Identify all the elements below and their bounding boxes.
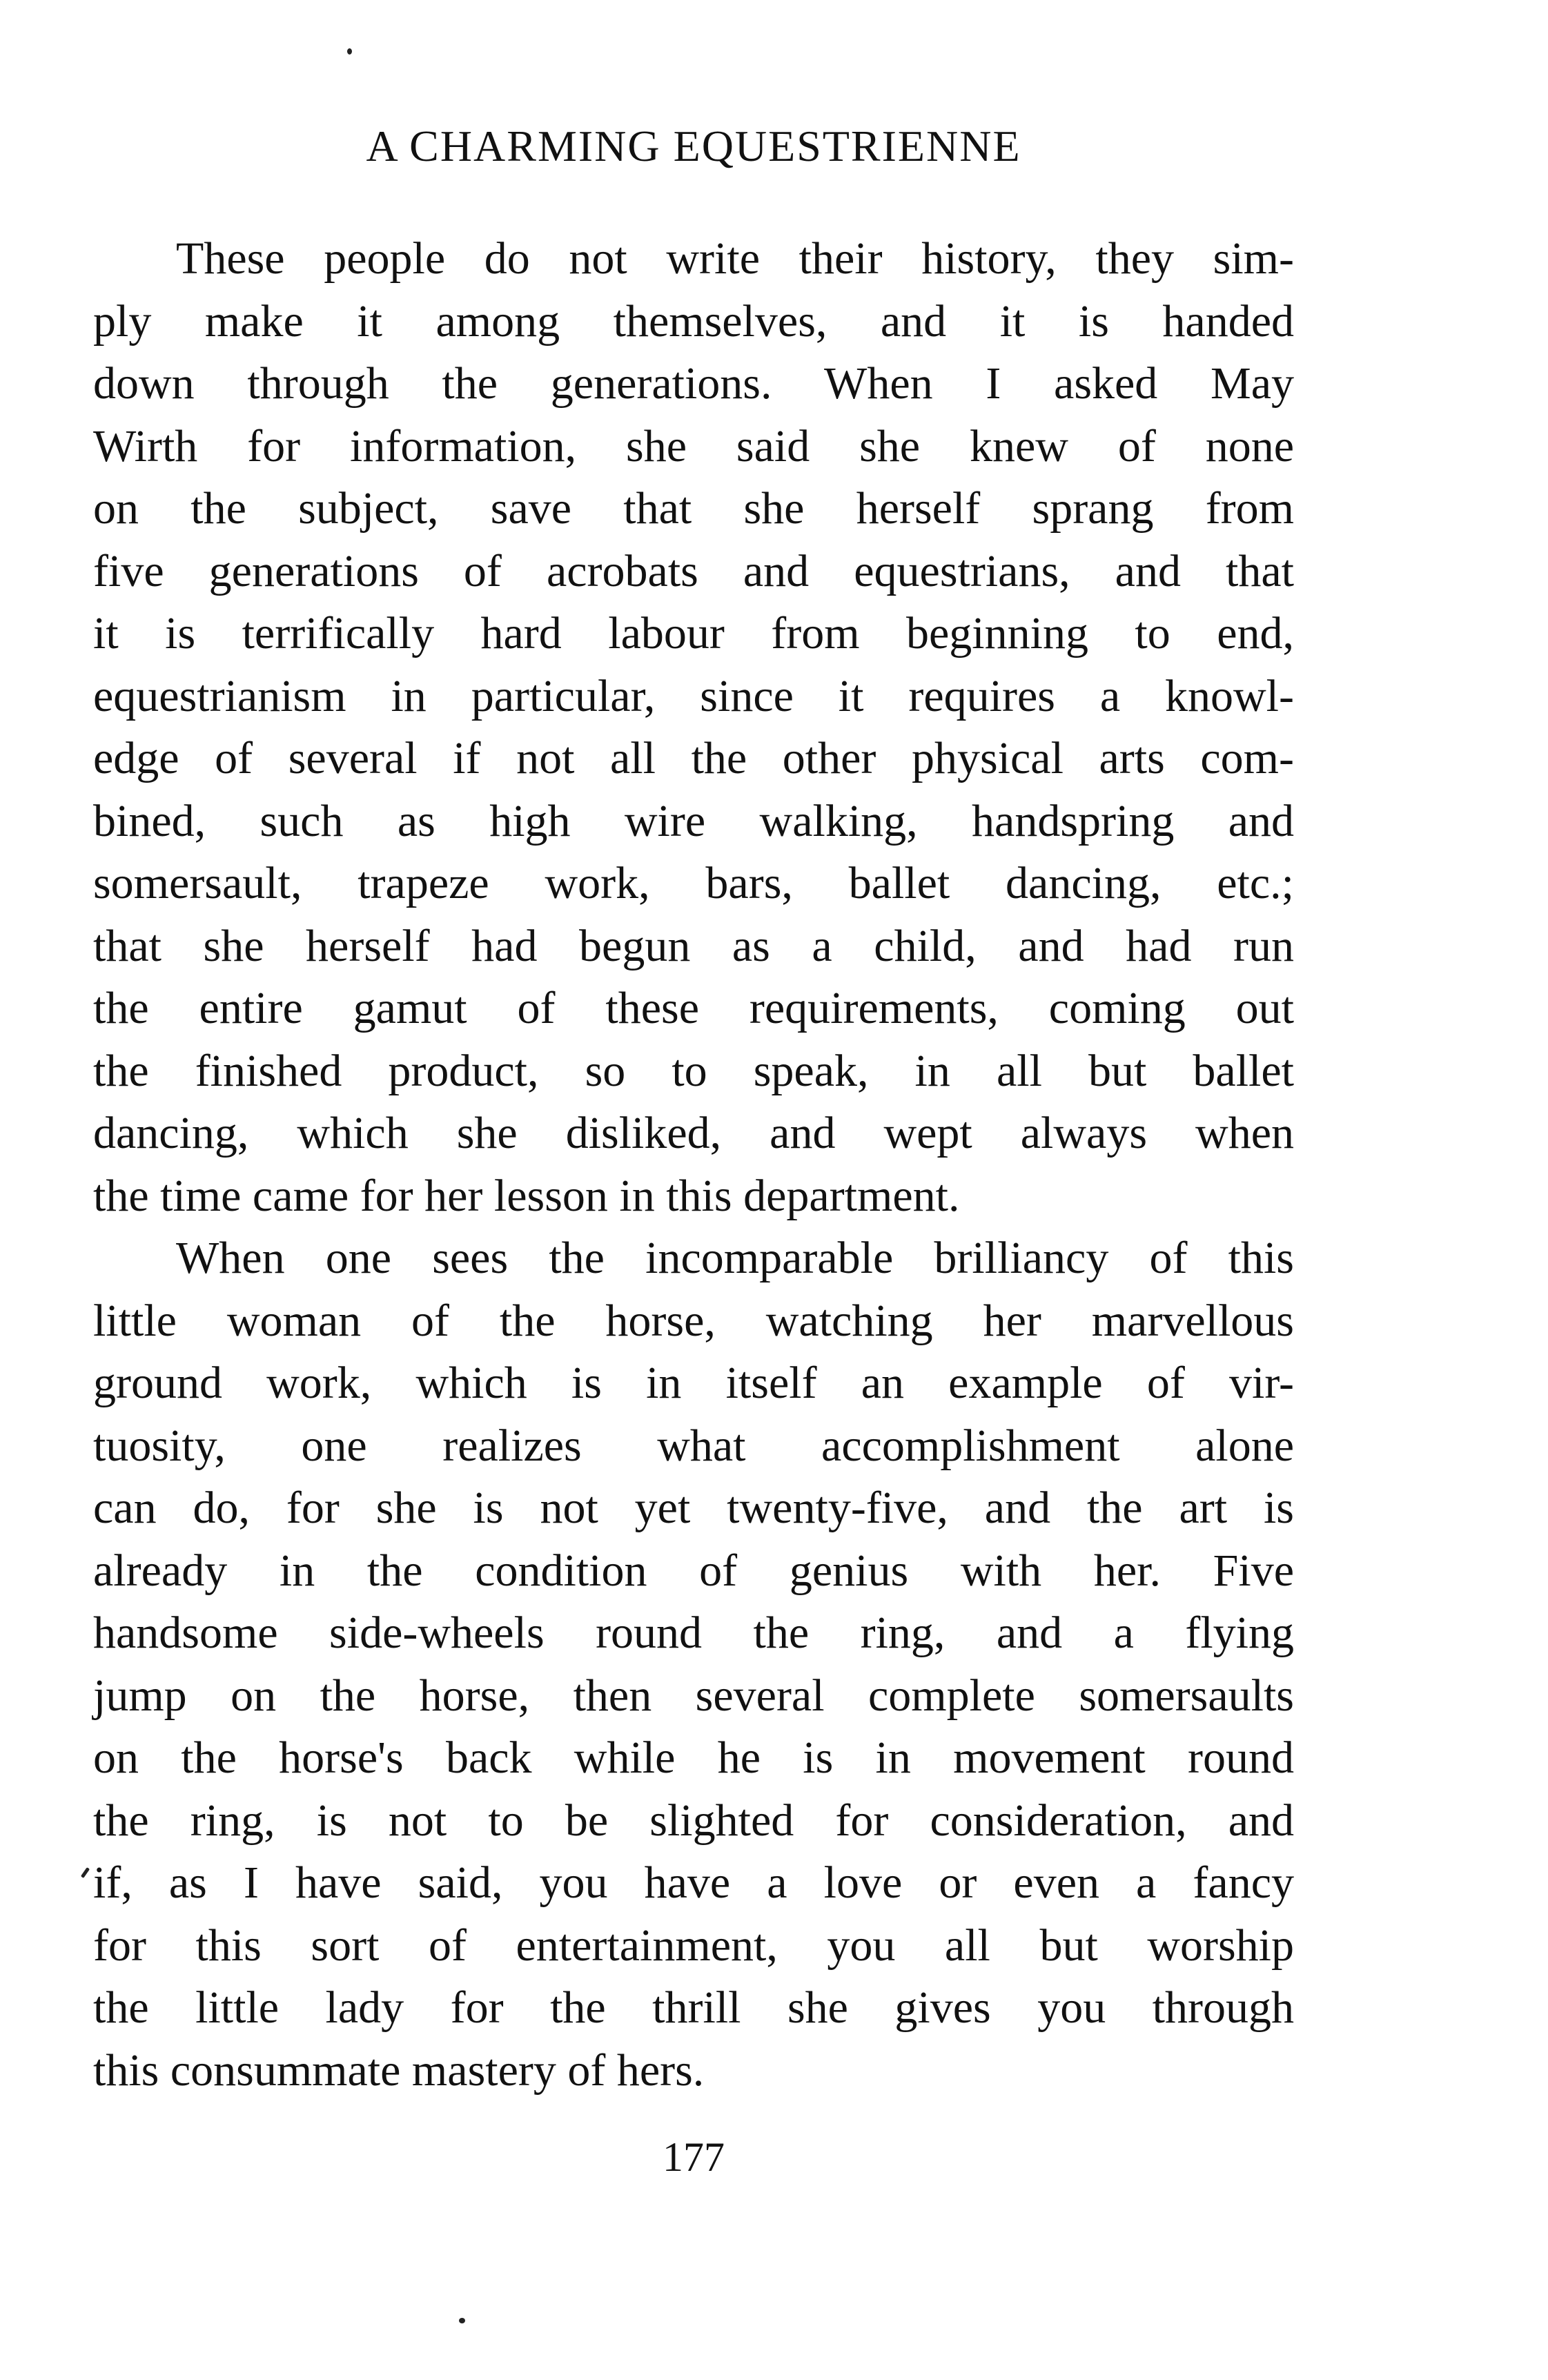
text-line: that she herself had begun as a child, and had run	[93, 920, 1294, 971]
text-line: the entire gamut of these requirements, coming out	[93, 983, 1294, 1033]
text-line: it is terrifically hard labour from beginning to end,	[93, 608, 1294, 659]
text-line: somersault, trapeze work, bars, ballet dancing, etc.;	[93, 858, 1294, 908]
text-line: down through the generations. When I asked May	[93, 358, 1294, 409]
paragraph-2	[93, 1227, 1294, 2102]
text-line: the little lady for the thrill she gives you through	[93, 1982, 1294, 2033]
text-line: dancing, which she disliked, and wept always when	[93, 1108, 1294, 1158]
text-line: equestrianism in particular, since it requires a knowl-	[93, 670, 1294, 721]
text-line: edge of several if not all the other physical arts com-	[93, 733, 1294, 783]
text-line: jump on the horse, then several complete somersaults	[93, 1670, 1294, 1721]
text-line: five generations of acrobats and equestrians, and that	[93, 545, 1294, 596]
text-line: on the horse's back while he is in movement round	[93, 1733, 1294, 1783]
text-line: on the subject, save that she herself sprang from	[93, 483, 1294, 534]
text-line: this consummate mastery of hers.	[93, 2045, 705, 2096]
text-line: handsome side-wheels round the ring, and a flying	[93, 1608, 1294, 1658]
text-line: the ring, is not to be slighted for consideration, and	[93, 1795, 1294, 1846]
page-number: 177	[663, 2134, 725, 2180]
ink-speck	[459, 2318, 465, 2323]
text-line: Wirth for information, she said she knew of none	[93, 420, 1294, 471]
text-line: These people do not write their history, they sim-	[176, 233, 1294, 284]
text-line: for this sort of entertainment, you all but worship	[93, 1920, 1294, 1971]
text-line: tuosity, one realizes what accomplishment alone	[93, 1420, 1294, 1471]
paragraph-1	[93, 228, 1294, 1227]
text-line: already in the condition of genius with her. Five	[93, 1545, 1294, 1596]
text-line: little woman of the horse, watching her marvellous	[93, 1295, 1294, 1346]
text-line: When one sees the incomparable brilliancy of this	[176, 1233, 1294, 1283]
text-line: the finished product, so to speak, in all but ballet	[93, 1045, 1294, 1096]
ink-speck	[81, 1867, 90, 1878]
text-line: if, as I have said, you have a love or even a fancy	[93, 1857, 1294, 1908]
body-text	[93, 228, 1294, 2102]
ink-speck	[347, 48, 352, 55]
text-line: ground work, which is in itself an example of vir-	[93, 1358, 1294, 1408]
running-head: A CHARMING EQUESTRIENNE	[366, 121, 1021, 170]
text-line: the time came for her lesson in this department.	[93, 1170, 960, 1221]
text-line: ply make it among themselves, and it is handed	[93, 295, 1294, 347]
text-line: bined, such as high wire walking, handspring and	[93, 795, 1294, 846]
text-line: can do, for she is not yet twenty-five, and the art is	[93, 1483, 1294, 1533]
